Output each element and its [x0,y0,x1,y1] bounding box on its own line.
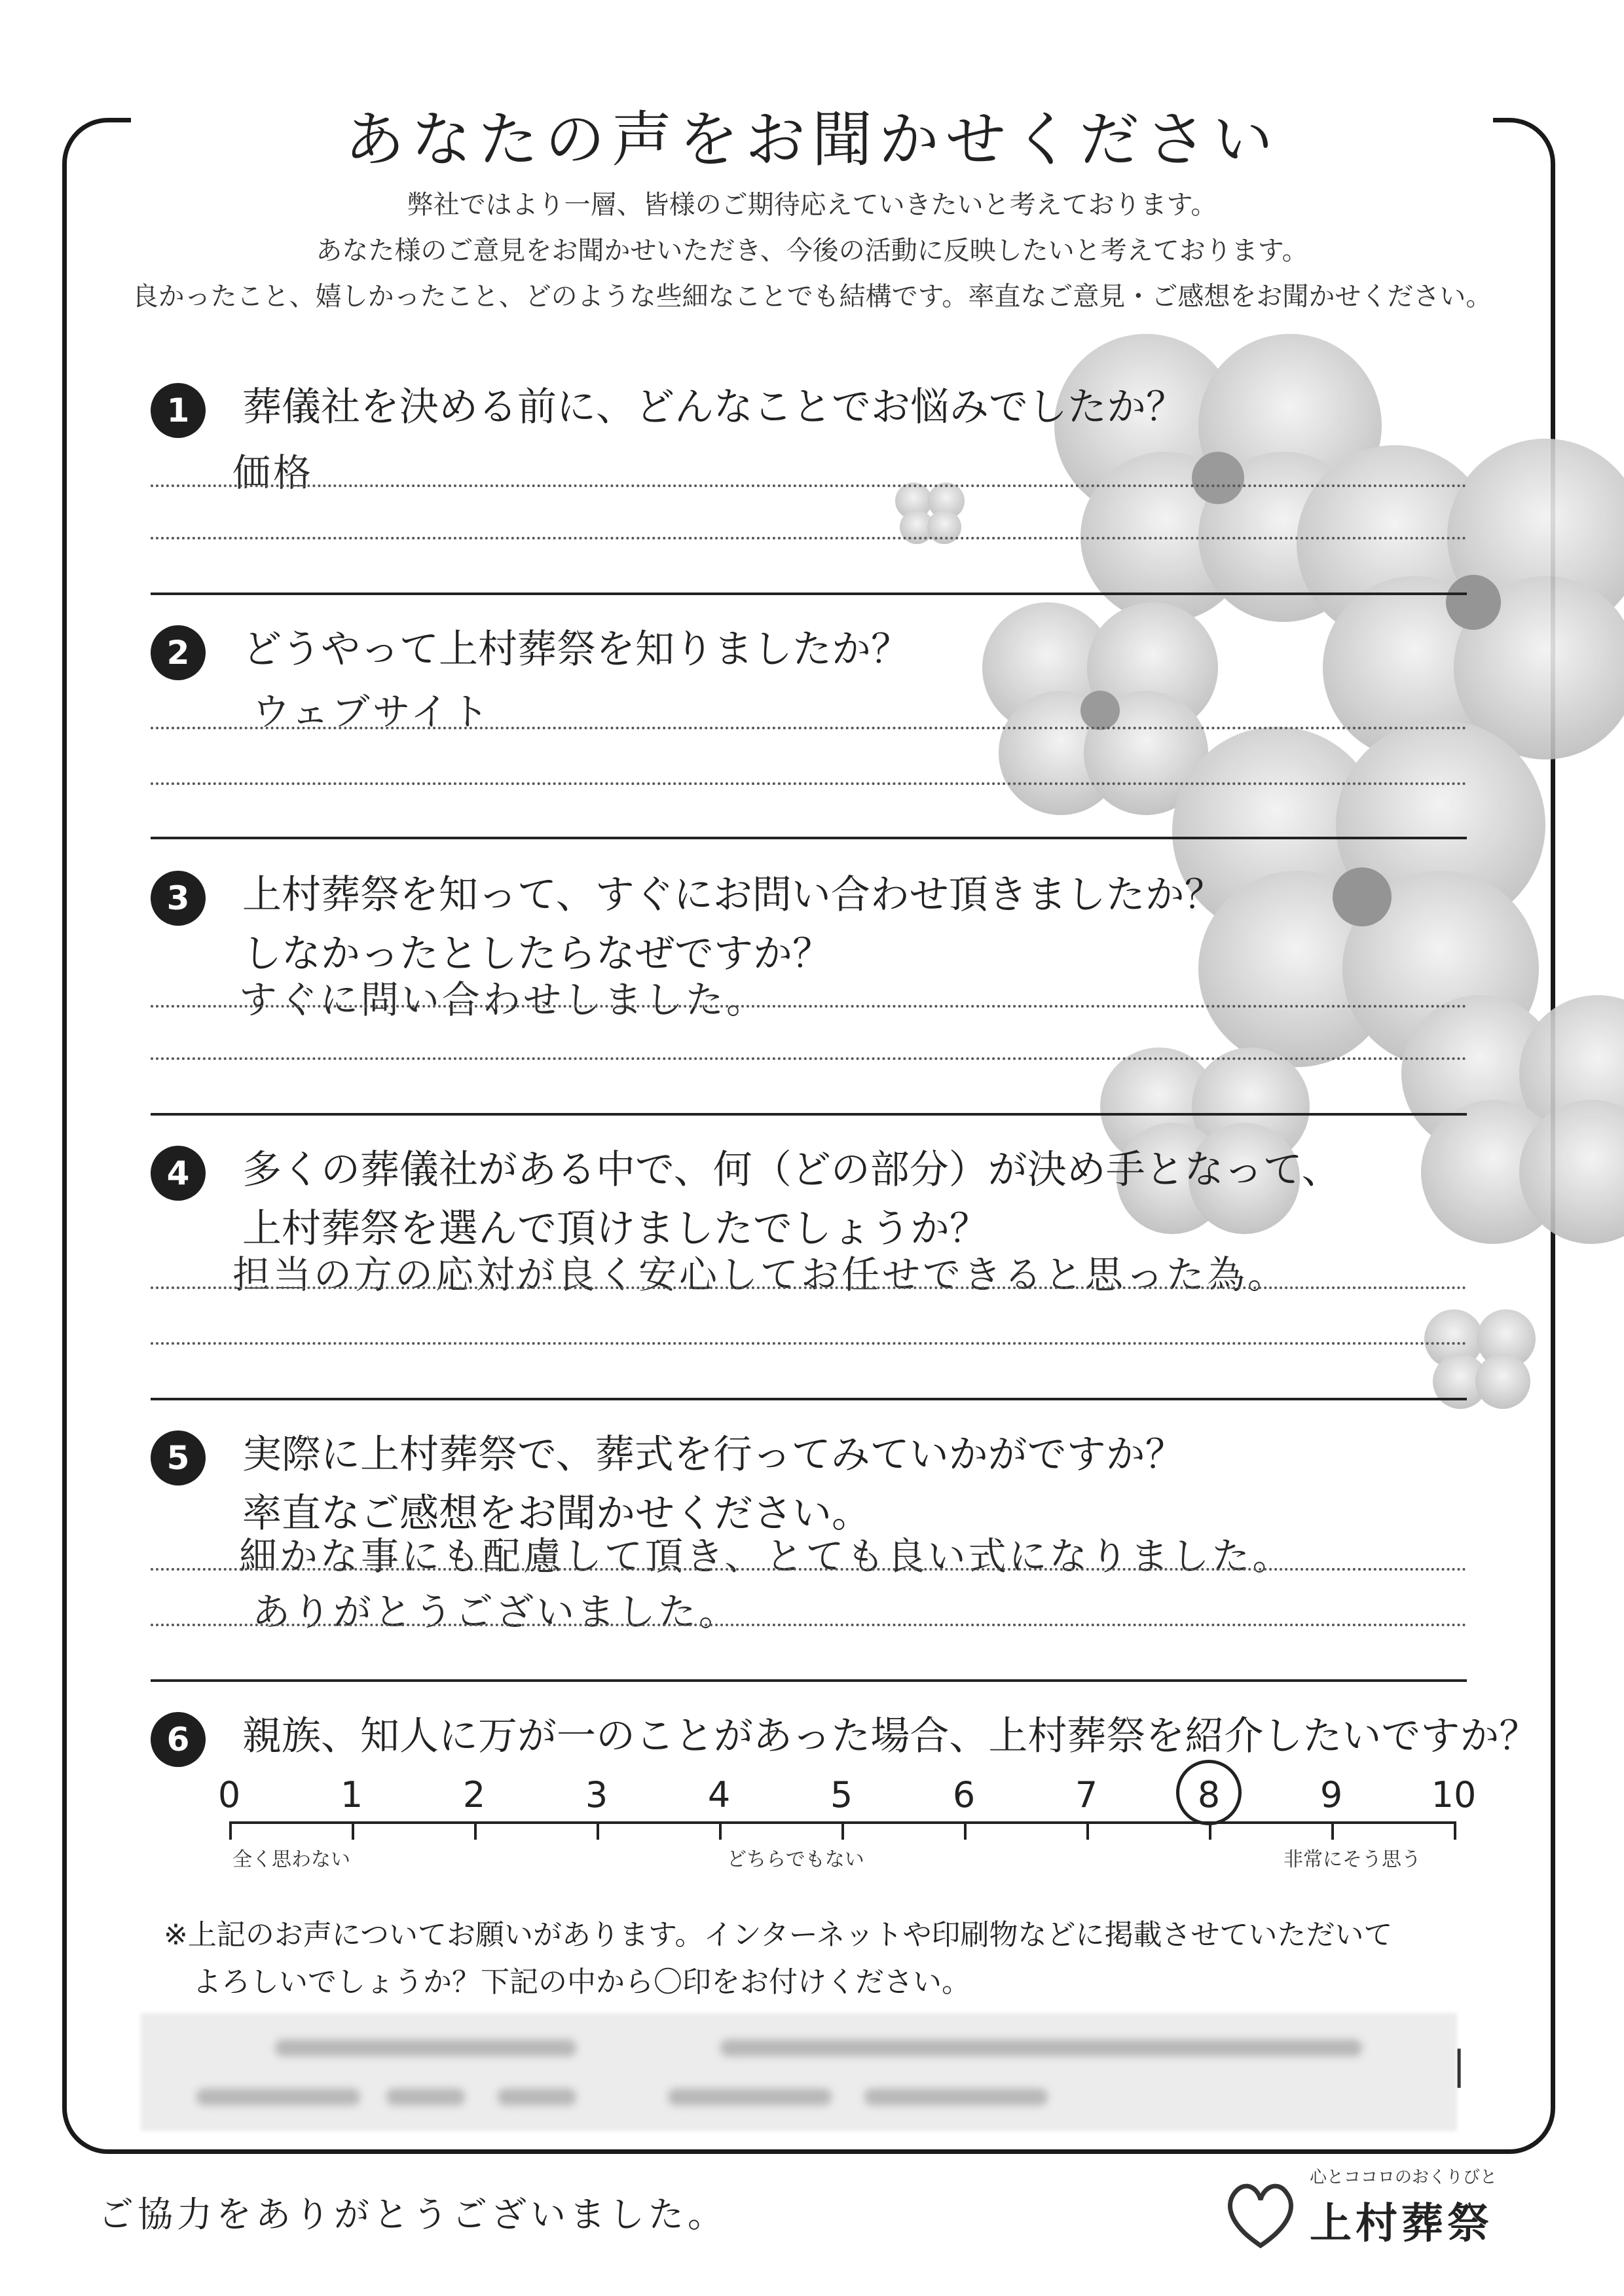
question-text: しなかったとしたらなぜですか？ [242,931,832,977]
scale-label-3[interactable]: 3 [585,1774,608,1815]
answer-line [151,782,1467,785]
answer-line [151,1057,1467,1060]
company-logo [1218,2164,1559,2262]
question-text: 上村葬祭を知って、すぐにお問い合わせ頂きましたか？ [242,872,1224,918]
question-number-badge: 3 [151,871,206,926]
redacted-bar [386,2088,465,2105]
scale-tick [1454,1821,1456,1840]
scale-anchor-mid: どちらでもない [727,1848,864,1871]
section-divider [151,837,1467,839]
question-text: 実際に上村葬祭で、葬式を行ってみていかがですか？ [242,1432,1185,1478]
scale-tick [719,1821,722,1840]
scale-tick [597,1821,599,1840]
scale-anchor-low: 全く思わない [232,1848,350,1871]
question-text: 多くの葬儀社がある中で、何（どの部分）が決め手となって、 [242,1147,1341,1193]
intro-line: あなた様のご意見をお聞かせいただき、今後の活動に反映したいと考えております。 [316,236,1308,266]
scale-label-7[interactable]: 7 [1075,1774,1098,1815]
scale-label-5[interactable]: 5 [830,1774,853,1815]
intro-line: 弊社ではより一層、皆様のご期待応えていきたいと考えております。 [407,190,1217,220]
answer-text: 担当の方の応対が良く安心してお任せできると思った為。 [232,1252,1289,1297]
scale-label-8[interactable]: 8 [1197,1774,1221,1815]
note-line: ※上記のお声についてお願いがあります。インターネットや印刷物などに掲載させていただいて [164,1918,1393,1952]
question-number-badge: 1 [151,383,206,438]
scale-label-10[interactable]: 10 [1431,1774,1477,1815]
answer-line [151,484,1467,487]
note-line: よろしいでしょうか？下記の中から〇印をお付けください。 [193,1965,970,1999]
question-number-badge: 2 [151,625,206,680]
question-text: 上村葬祭を選んで頂けましたでしょうか？ [242,1206,989,1252]
answer-line [151,1624,1467,1626]
redacted-bar [498,2088,576,2105]
redacted-bar [720,2039,1362,2056]
scale-tick [229,1821,232,1840]
question-text: 率直なご感想をお聞かせください。 [242,1491,871,1537]
logo-tagline: 心とココロのおくりびと [1310,2168,1498,2187]
logo-name: 上村葬祭 [1310,2200,1493,2248]
selected-rating-circle [1176,1760,1242,1825]
heart-logo-icon [1218,2170,1303,2255]
scale-tick [841,1821,844,1840]
answer-line [151,1286,1467,1289]
question-number-badge: 4 [151,1146,206,1201]
scale-label-9[interactable]: 9 [1320,1774,1343,1815]
answer-line [151,1342,1467,1345]
section-divider [151,1398,1467,1400]
answer-line [151,537,1467,539]
question-number-badge: 6 [151,1712,206,1767]
answer-text: ありがとうございました。 [252,1590,740,1634]
scale-anchor-high: 非常にそう思う [1283,1848,1421,1871]
scale-label-6[interactable]: 6 [952,1774,976,1815]
vertical-mark: | [1452,2043,1466,2088]
scale-tick [1331,1821,1334,1840]
answer-text: ウェブサイト [252,689,492,734]
redacted-bar [196,2088,360,2105]
question-number-badge: 5 [151,1430,206,1485]
redacted-consent-options [141,2013,1457,2131]
question-text: 葬儀社を決める前に、どんなことでお悩みでしたか？ [242,384,1185,430]
intro-line: 良かったこと、嬉しかったこと、どのような些細なことでも結構です。率直なご意見・ご感想をお聞かせください。 [132,282,1492,312]
redacted-bar [275,2039,576,2056]
answer-text: 細かな事にも配慮して頂き、とても良い式になりました。 [239,1534,1293,1578]
scale-label-4[interactable]: 4 [707,1774,731,1815]
answer-text: すぐに問い合わせしました。 [239,977,767,1022]
scale-tick [964,1821,967,1840]
section-divider [151,1679,1467,1682]
scale-label-1[interactable]: 1 [340,1774,363,1815]
scale-label-2[interactable]: 2 [462,1774,486,1815]
question-text: どうやって上村葬祭を知りましたか？ [242,627,910,672]
question-text: 親族、知人に万が一のことがあった場合、上村葬祭を紹介したいですか？ [242,1713,1539,1759]
answer-line [151,727,1467,729]
answer-line [151,1568,1467,1571]
scale-tick [474,1821,477,1840]
redacted-bar [864,2088,1048,2105]
scale-label-0[interactable]: 0 [217,1774,241,1815]
section-divider [151,592,1467,595]
consent-note [164,1912,1393,2006]
page-title: あなたの声をお聞かせください [344,105,1280,175]
thanks-message: ご協力をありがとうございました。 [98,2194,727,2235]
scale-tick [352,1821,354,1840]
answer-text: 価格 [232,450,314,495]
section-divider [151,1113,1467,1116]
redacted-bar [668,2088,832,2105]
scale-tick [1086,1821,1089,1840]
answer-line [151,1005,1467,1008]
